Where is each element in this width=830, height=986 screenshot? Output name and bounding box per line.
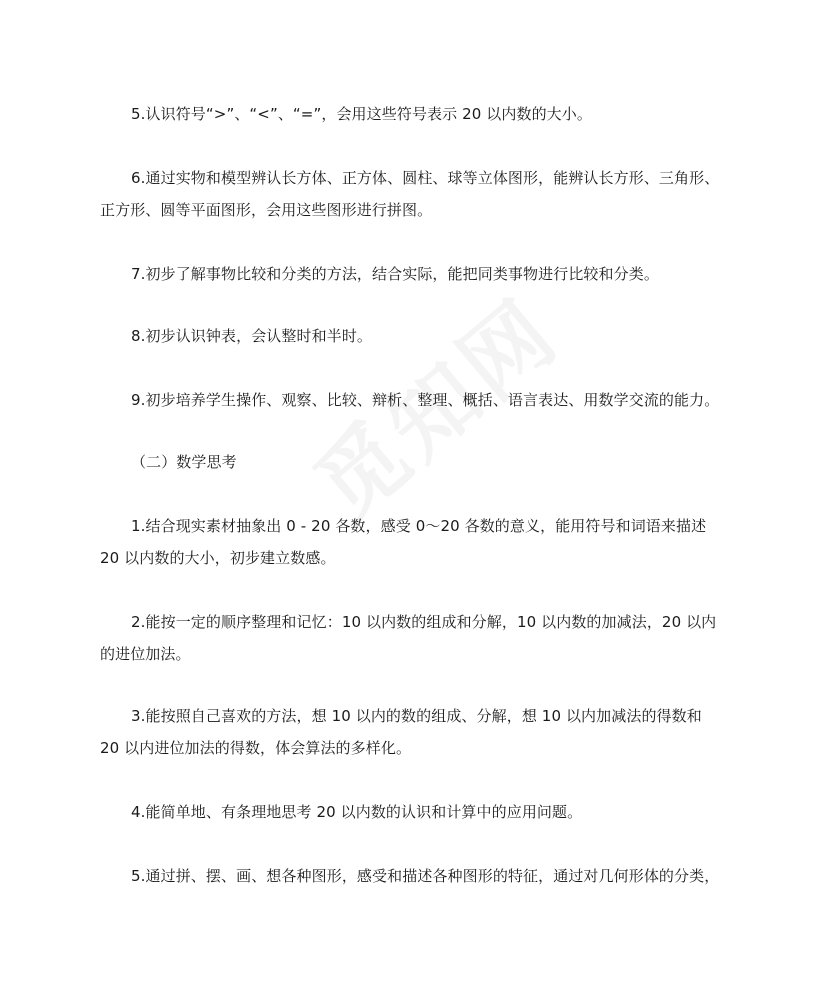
text-line-item-6-continued: 正方形、圆等平面图形，会用这些图形进行拼图。 bbox=[100, 201, 433, 219]
text-line-item-9-abilities: 9.初步培养学生操作、观察、比较、辩析、整理、概括、语言表达、用数学交流的能力。 bbox=[131, 391, 720, 409]
text-line-thinking-item-3-continued: 20 以内进位加法的得数，体会算法的多样化。 bbox=[100, 739, 412, 757]
text-line-thinking-item-2: 2.能按一定的顺序整理和记忆：10 以内数的组成和分解，10 以内数的加减法，20 以内 bbox=[131, 613, 717, 631]
text-line-thinking-item-1-continued: 20 以内数的大小，初步建立数感。 bbox=[100, 549, 336, 567]
text-line-thinking-item-1: 1.结合现实素材抽象出 0 - 20 各数，感受 0～20 各数的意义，能用符号和词语来描述 bbox=[131, 517, 707, 535]
text-line-thinking-item-5: 5.通过拼、摆、画、想各种图形，感受和描述各种图形的特征，通过对几何形体的分类， bbox=[131, 867, 720, 885]
text-line-thinking-item-3: 3.能按照自己喜欢的方法，想 10 以内的数的组成、分解，想 10 以内加减法的得数和 bbox=[131, 707, 702, 725]
text-line-item-7-compare: 7.初步了解事物比较和分类的方法，结合实际，能把同类事物进行比较和分类。 bbox=[131, 265, 659, 283]
text-line-thinking-item-4: 4.能简单地、有条理地思考 20 以内数的认识和计算中的应用问题。 bbox=[131, 803, 583, 821]
text-line-item-8-clock: 8.初步认识钟表，会认整时和半时。 bbox=[131, 327, 373, 345]
text-line-item-5-symbols: 5.认识符号“>”、“<”、“=”，会用这些符号表示 20 以内数的大小。 bbox=[131, 105, 592, 123]
text-line-item-6-shapes: 6.通过实物和模型辨认长方体、正方体、圆柱、球等立体图形，能辨认长方形、三角形、 bbox=[131, 169, 720, 187]
text-line-thinking-item-2-continued: 的进位加法。 bbox=[100, 645, 191, 663]
section-heading-math-thinking: （二）数学思考 bbox=[131, 453, 237, 471]
